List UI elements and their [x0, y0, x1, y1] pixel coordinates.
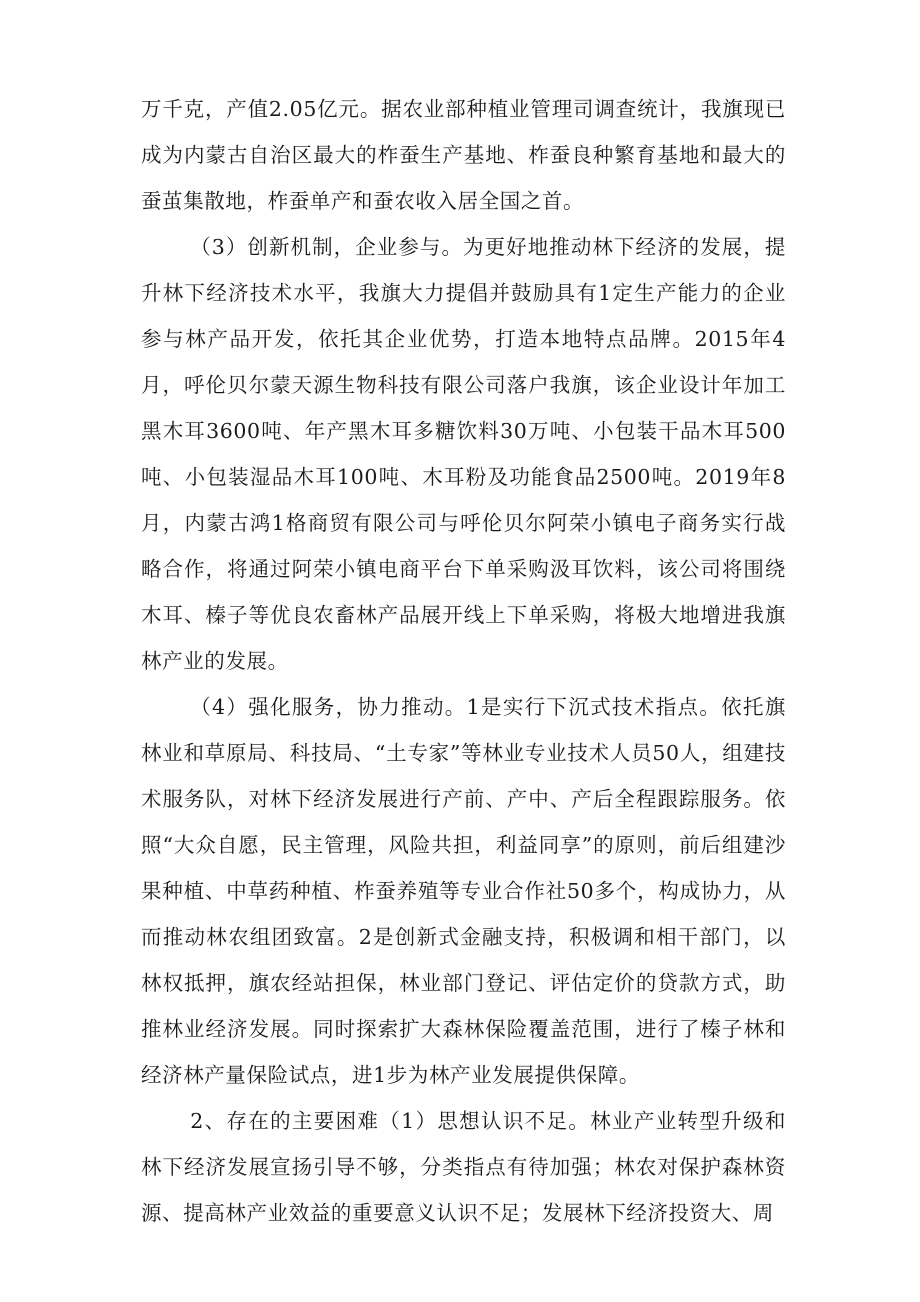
- paragraph-innovation-mechanism: （3）创新机制，企业参与。为更好地推动林下经济的发展，提升林下经济技术水平，我旗大力提倡并鼓励具有1定生产能力的企业参与林产品开发，依托其企业优势，打造本地特点品牌。2015年4月，呼伦贝尔蒙天源生物科技有限公司落户我旗，该企业设计年加工黑木耳3600吨、年产黑木耳多糖饮料30万吨、小包装干品木耳500吨、小包装湿品木耳100吨、木耳粉及功能食品2500吨。2019年8月，内蒙古鸿1格商贸有限公司与呼伦贝尔阿荣小镇电子商务实行战略合作，将通过阿荣小镇电商平台下单采购汲耳饮料，该公司将围绕木耳、榛子等优良农畜林产品展开线上下单采购，将极大地增进我旗林产业的发展。: [141, 235, 786, 673]
- document-body: [141, 86, 786, 1236]
- paragraph-output-continuation: 万千克，产值2.05亿元。据农业部种植业管理司调查统计，我旗现已成为内蒙古自治区最大的柞蚕生产基地、柞蚕良种繁育基地和最大的蚕茧集散地，柞蚕单产和蚕农收入居全国之首。: [141, 97, 786, 213]
- paragraph-main-difficulties: 2、存在的主要困难（1）思想认识不足。林业产业转型升级和林下经济发展宣扬引导不够，分类指点有待加强；林农对保护森林资源、提高林产业效益的重要意义认识不足；发展林下经济投资大、周: [141, 1109, 786, 1225]
- paragraph-strengthen-service: （4）强化服务，协力推动。1是实行下沉式技术指点。依托旗林业和草原局、科技局、“土专家”等林业专业技术人员50人，组建技术服务队，对林下经济发展进行产前、产中、产后全程跟踪服务。依照“大众自愿，民主管理，风险共担，利益同享”的原则，前后组建沙果种植、中草药种植、柞蚕养殖等专业合作社50多个，构成协力，从而推动林农组团致富。2是创新式金融支持，积极调和相干部门，以林权抵押，旗农经站担保，林业部门登记、评估定价的贷款方式，助推林业经济发展。同时探索扩大森林保险覆盖范围，进行了榛子林和经济林产量保险试点，进1步为林产业发展提供保障。: [141, 695, 786, 1087]
